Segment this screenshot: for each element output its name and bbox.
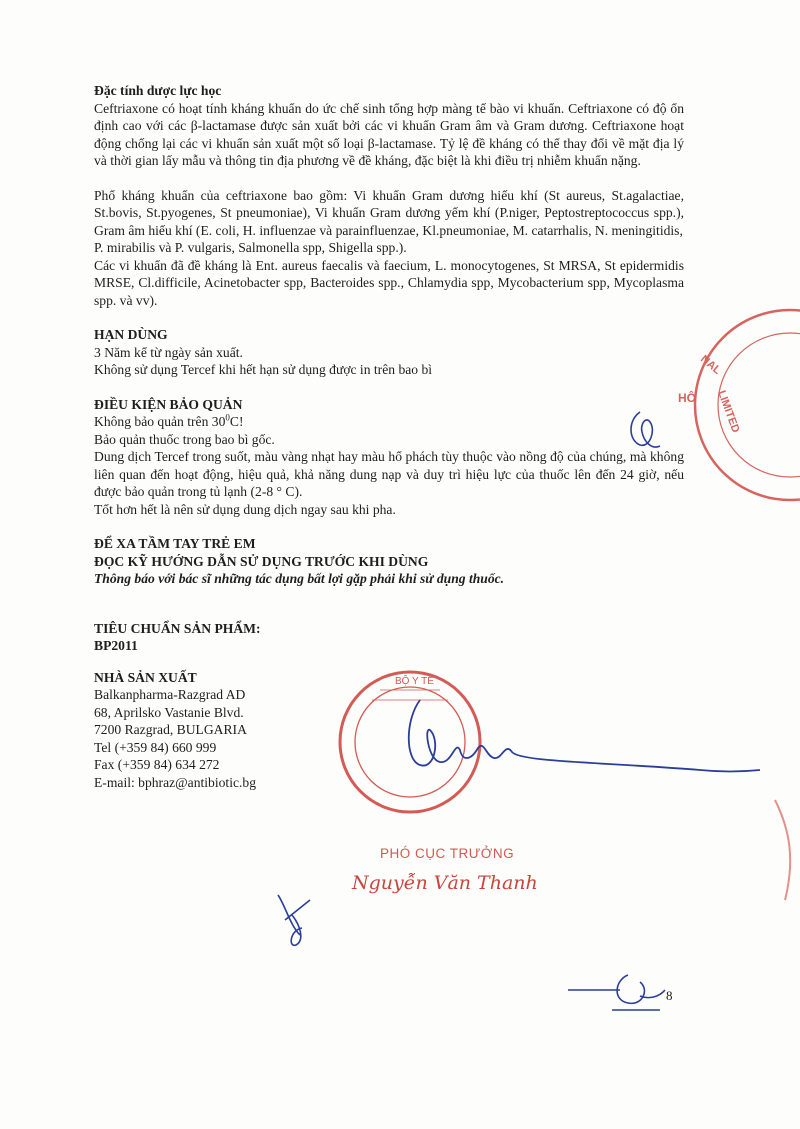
pharmacology-paragraph-2: Phổ kháng khuẩn của ceftriaxone bao gồm: Vi khuẩn Gram dương hiếu khí (St aureus, St.agalactiae, St.bovis, St.pyogenes, St pneumoniae), Vi khuẩn Gram dương yếm khí (P.niger, Peptostreptococcus spp.), Gram âm hiếu khí (E. coli, H. influenzae và parainfluenzae, Kl.pneumoniae, M. catarrhalis, N. meningitidis,: [94, 187, 684, 238]
initial-mark-icon: [631, 412, 660, 447]
shelf-life-line-2: Không sử dụng Tercef khi hết hạn sử dụng được in trên bao bì: [94, 362, 433, 377]
right-stamp-text-2: LIMITED: [715, 388, 742, 435]
manufacturer-email: E-mail: bphraz@antibiotic.bg: [94, 774, 257, 790]
warning-children: ĐỂ XA TẦM TAY TRẺ EM: [94, 536, 256, 551]
signature-name: Nguyễn Văn Thanh: [352, 872, 538, 894]
pharmacology-paragraph-3: Các vi khuẩn đã đề kháng là Ent. aureus faecalis và faecium, L. monocytogenes, St MRSA, St epidermidis MRSE, Cl.difficile, Acinetobacter spp, Bacteroides spp., Chlamydia spp, Mycobacterium spp, Mycoplasma spp. và vv).: [94, 257, 684, 308]
initials-bottom-left-icon: [278, 895, 310, 945]
shelf-life-line-1: 3 Năm kể từ ngày sản xuất.: [94, 344, 243, 360]
storage-line-1-superscript: 0: [225, 412, 230, 423]
ministry-stamp-text: BỘ Y TẾ: [395, 676, 434, 687]
signature-title: PHÓ CỤC TRƯỞNG: [380, 846, 515, 861]
standard-heading: TIÊU CHUẨN SẢN PHẨM:: [94, 620, 261, 636]
storage-line-4: Tốt hơn hết là nên sử dụng dung dịch ngay sau khi pha.: [94, 501, 396, 517]
standard-value: BP2011: [94, 638, 138, 653]
right-stamp-text-1: HÔ: [678, 391, 696, 405]
warning-report-adverse: Thông báo với bác sĩ những tác dụng bất lợi gặp phải khi sử dụng thuốc.: [94, 571, 505, 586]
page-number: 8: [666, 988, 673, 1003]
manufacturer-tel: Tel (+359 84) 660 999: [94, 739, 217, 755]
warning-read-instructions: ĐỌC KỸ HƯỚNG DẪN SỬ DỤNG TRƯỚC KHI DÙNG: [94, 553, 429, 569]
manufacturer-address-1: 68, Aprilsko Vastanie Blvd.: [94, 704, 244, 720]
right-edge-stamp: [678, 310, 800, 500]
manufacturer-fax: Fax (+359 84) 634 272: [94, 757, 220, 772]
pharmacology-heading: Đặc tính dược lực học: [94, 83, 222, 98]
manufacturer-heading: NHÀ SẢN XUẤT: [94, 669, 197, 685]
ministry-stamp: [340, 672, 480, 812]
storage-heading: ĐIỀU KIỆN BẢO QUẢN: [94, 396, 243, 412]
storage-line-3: Dung dịch Tercef trong suốt, màu vàng nhạt hay màu hổ phách tùy thuộc vào nồng độ của chúng, mà không liên quan đến hoạt động, hiệu quả, khả năng dung nạp và duy trì hiệu lực của thuốc lên đến 24 giờ, nếu được bảo quản trong tủ lạnh (2-8 ° C).: [94, 449, 684, 499]
manufacturer-address-2: 7200 Razgrad, BULGARIA: [94, 722, 247, 737]
right-stamp-text-3: NAL: [698, 353, 724, 377]
pharmacology-paragraph-2-end: P. mirabilis và P. vulgaris, Salmonella spp, Shigella spp.).: [94, 240, 407, 255]
initials-bottom-right-icon: [568, 975, 665, 1010]
storage-line-1-text: Không bảo quản trên 30: [94, 414, 226, 429]
storage-line-1-unit: C!: [229, 414, 244, 429]
storage-line-2: Bảo quản thuốc trong bao bì gốc.: [94, 431, 275, 447]
pharmacology-paragraph-1: Ceftriaxone có hoạt tính kháng khuẩn do ức chế sinh tổng hợp màng tế bào vi khuẩn. Ceftriaxone có độ ổn định cao với các β-lactamase được sản xuất bởi các vi khuẩn Gram âm và Gram dương. Ceftriaxone hoạt động chống lại các vi khuẩn sản xuất một số loại β-lactamase. Tỷ lệ đề kháng có thể thay đổi về mặt địa lý và thời gian lấy mẫu và thông tin địa phương về đề kháng, đặc biệt là khi điều trị nhiễm khuẩn nặng.: [94, 100, 684, 168]
edge-stamp-arc: [775, 800, 790, 900]
manufacturer-name: Balkanpharma-Razgrad AD: [94, 687, 246, 702]
shelf-life-heading: HẠN DÙNG: [94, 327, 168, 342]
